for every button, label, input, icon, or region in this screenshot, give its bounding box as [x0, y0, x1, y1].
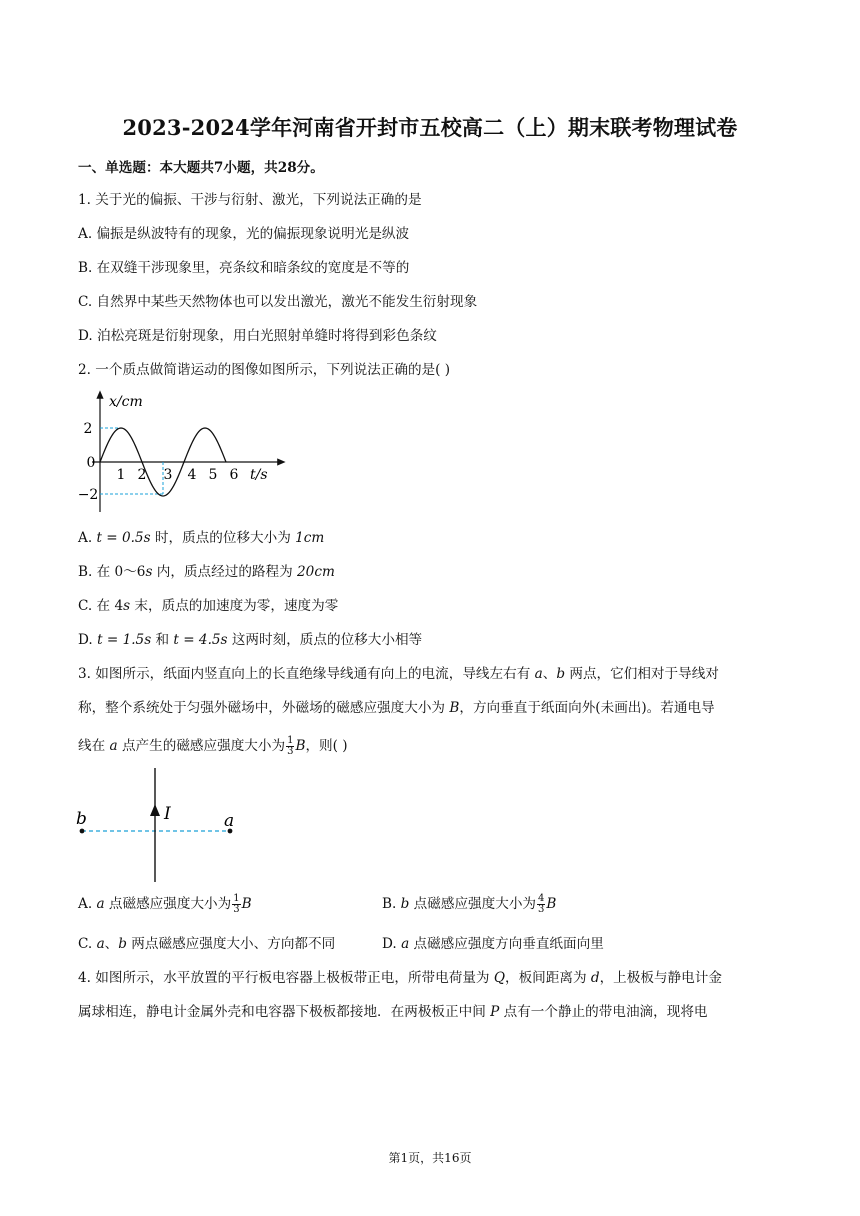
- q4-stem-line2: 属球相连，静电计金属外壳和电容器下极板都接地．在两极板正中间 P 点有一个静止的带电油滴，现将电: [78, 1004, 708, 1020]
- q2-option-c: C. 在 4s 末，质点的加速度为零，速度为零: [78, 598, 339, 614]
- label-I: I: [164, 804, 171, 824]
- q3-stem-line3: 线在 a 点产生的磁感应强度大小为 $\frac{1}{3}$ B，则( ): [78, 735, 348, 757]
- q3-option-d: D. a 点磁感应强度方向垂直纸面向里: [382, 936, 604, 952]
- q4-stem-line1: 4. 如图所示，水平放置的平行板电容器上极板带正电，所带电荷量为 Q，板间距离为 d，上极板与静电计金: [78, 970, 722, 986]
- q2-option-a: A. t = 0.5s 时，质点的位移大小为 1cm: [78, 530, 325, 546]
- point-b: [80, 829, 85, 834]
- x-tick-2: 2: [137, 467, 147, 483]
- fraction-one-third: $\frac{1}{3}$: [233, 893, 240, 915]
- q1-option-c: C. 自然界中某些天然物体也可以发出激光，激光不能发生衍射现象: [78, 294, 478, 310]
- y-axis-label: x/cm: [109, 394, 143, 410]
- q1-option-b: B. 在双缝干涉现象里，亮条纹和暗条纹的宽度是不等的: [78, 260, 410, 276]
- q2-option-d: D. t = 1.5s 和 t = 4.5s 这两时刻，质点的位移大小相等: [78, 632, 423, 648]
- x-tick-6: 6: [229, 467, 239, 483]
- page-title: 2023-2024学年河南省开封市五校高二（上）期末联考物理试卷: [122, 115, 738, 140]
- x-tick-3: 3: [163, 467, 173, 483]
- y-tick-2: 2: [83, 421, 93, 437]
- q3-option-b: B. b 点磁感应强度大小为 $\frac{4}{3}$ B: [382, 893, 557, 915]
- wire-figure: [70, 764, 250, 886]
- fraction-four-thirds: $\frac{4}{3}$: [538, 893, 545, 915]
- q3-stem-line2: 称，整个系统处于匀强外磁场中，外磁场的磁感应强度大小为 B，方向垂直于纸面向外(未画出)。若通电导: [78, 700, 715, 716]
- x-tick-4: 4: [187, 467, 197, 483]
- x-tick-5: 5: [208, 467, 218, 483]
- q1-stem: 1. 关于光的偏振、干涉与衍射、激光，下列说法正确的是: [78, 192, 422, 208]
- y-tick-neg2: −2: [77, 487, 99, 503]
- label-b: b: [76, 809, 87, 829]
- fraction-one-third: $\frac{1}{3}$: [287, 735, 294, 757]
- x-tick-1: 1: [116, 467, 126, 483]
- page-footer: 第1页，共16页: [388, 1151, 472, 1165]
- current-arrow: [150, 804, 160, 816]
- q3-stem-line1: 3. 如图所示，纸面内竖直向上的长直绝缘导线通有向上的电流，导线左右有 a、b 两点，它们相对于导线对: [78, 666, 719, 682]
- q2-stem: 2. 一个质点做简谐运动的图像如图所示，下列说法正确的是( ): [78, 362, 451, 378]
- q2-option-b: B. 在 0～6s 内，质点经过的路程为 20cm: [78, 564, 335, 580]
- q1-option-a: A. 偏振是纵波特有的现象，光的偏振现象说明光是纵波: [78, 226, 410, 242]
- label-a: a: [224, 811, 235, 831]
- section-heading: 一、单选题：本大题共7小题，共28分。: [78, 160, 324, 176]
- q3-option-a: A. a 点磁感应强度大小为 $\frac{1}{3}$ B: [78, 893, 252, 915]
- q1-option-d: D. 泊松亮斑是衍射现象，用白光照射单缝时将得到彩色条纹: [78, 328, 437, 344]
- x-axis-label: t/s: [250, 467, 268, 483]
- q3-option-c: C. a、b 两点磁感应强度大小、方向都不同: [78, 936, 336, 952]
- y-tick-0: 0: [86, 455, 96, 471]
- shm-graph: [77, 390, 292, 520]
